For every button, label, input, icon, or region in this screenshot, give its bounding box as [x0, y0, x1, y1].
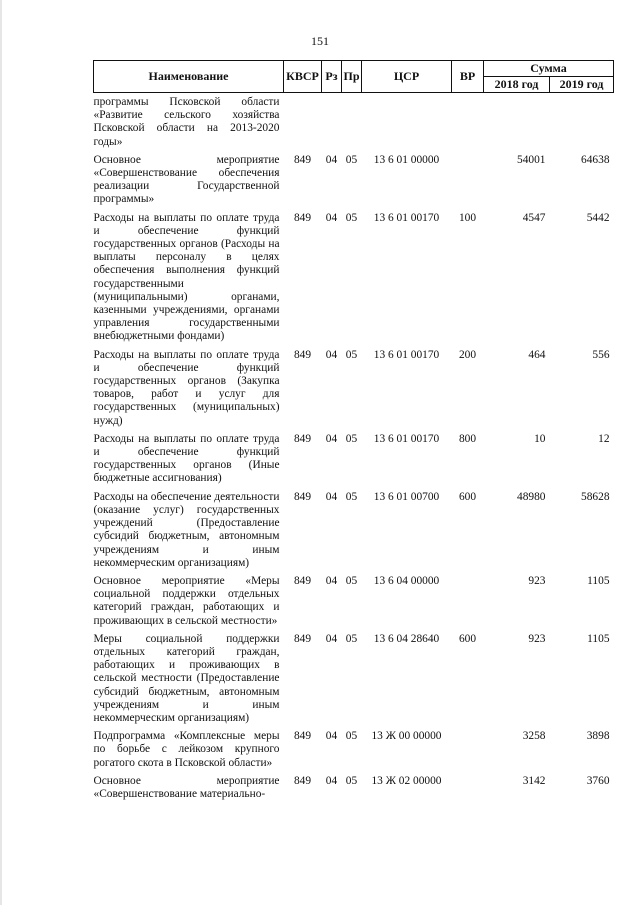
row-sum-2018: 54001	[517, 153, 546, 166]
row-sum-2018: 923	[528, 632, 546, 645]
row-kvsr: 849	[293, 730, 312, 743]
row-pr: 05	[345, 574, 358, 587]
row-rz	[322, 93, 342, 151]
row-kvsr: 849	[293, 774, 312, 787]
row-sum-2019: 3898	[586, 730, 610, 743]
row-name: Основное мероприятие «Меры социальной поддержки отдельных категорий граждан, работающих и проживающих в сельской местности»	[93, 574, 280, 627]
row-sum-2019: 58628	[581, 490, 610, 503]
row-pr: 05	[345, 432, 358, 445]
row-name: Меры социальной поддержки отдельных категорий граждан, работающих и проживающих в сельской местности (Предоставление субсидий бюджетным, автономным учреждениям и иным некоммерческим организациям)	[93, 632, 280, 724]
row-sum-2018: 464	[528, 348, 546, 361]
row-sum-2018	[484, 93, 550, 151]
row-sum-2018: 3142	[522, 774, 546, 787]
table-row	[94, 93, 614, 151]
table-row	[94, 430, 614, 488]
row-sum-2018: 48980	[517, 490, 546, 503]
row-vr: 200	[458, 348, 477, 361]
row-csr: 13 6 01 00170	[373, 432, 440, 445]
row-rz: 04	[325, 348, 338, 361]
row-name: Расходы на обеспечение деятельности (оказание услуг) государственных учреждений (Предоставление субсидий бюджетным, автономным учреждениям и иным некоммерческим организациям)	[93, 490, 280, 569]
row-csr: 13 6 01 00170	[373, 211, 440, 224]
row-name: программы Псковской области «Развитие сельского хозяйства Псковской области на 2013-2020 годы»	[93, 96, 280, 148]
row-vr	[452, 151, 484, 209]
row-sum-2019	[550, 93, 614, 151]
header-pr: Пр	[342, 61, 362, 93]
row-sum-2019: 5442	[586, 211, 610, 224]
row-vr: 600	[458, 632, 477, 645]
row-name: Расходы на выплаты по оплате труда и обеспечение функций государственных органов (Закупка товаров, работ и услуг для государственных (муниципальных) нужд)	[93, 348, 280, 427]
row-kvsr: 849	[293, 348, 312, 361]
row-sum-2019: 12	[598, 432, 610, 445]
row-csr: 13 6 04 28640	[373, 632, 440, 645]
row-sum-2018: 4547	[522, 211, 546, 224]
row-vr	[452, 772, 484, 803]
row-pr: 05	[345, 211, 358, 224]
row-sum-2019: 1105	[587, 574, 610, 587]
row-pr: 05	[345, 774, 358, 787]
row-rz: 04	[325, 153, 338, 166]
row-vr	[452, 727, 484, 772]
row-vr	[452, 93, 484, 151]
row-name: Основное мероприятие «Совершенствование материально-	[93, 774, 280, 800]
row-rz: 04	[325, 632, 338, 645]
row-sum-2019: 3760	[586, 774, 610, 787]
row-csr: 13 Ж 00 00000	[371, 730, 442, 743]
row-name: Расходы на выплаты по оплате труда и обеспечение функций государственных органов (Иные бюджетные ассигнования)	[93, 432, 280, 485]
table-row	[94, 572, 614, 630]
header-year-2019: 2019 год	[550, 77, 614, 93]
table-row	[94, 488, 614, 572]
row-kvsr: 849	[293, 632, 312, 645]
row-kvsr: 849	[293, 574, 312, 587]
row-kvsr: 849	[293, 490, 312, 503]
row-csr: 13 6 04 00000	[373, 574, 440, 587]
table-row	[94, 727, 614, 772]
row-vr: 600	[458, 490, 477, 503]
header-kvsr: КВСР	[284, 61, 322, 93]
row-kvsr: 849	[293, 432, 312, 445]
row-csr: 13 6 01 00700	[373, 490, 440, 503]
row-name: Расходы на выплаты по оплате труда и обеспечение функций государственных органов (Расходы на выплаты персоналу в целях обеспечения выполнения функций государственными (муниципальными) органами, казенными учреждениями, органами управления государственными внебюджетными фондами)	[93, 211, 280, 343]
row-kvsr: 849	[293, 211, 312, 224]
row-vr: 800	[458, 432, 477, 445]
header-sum: Сумма	[484, 61, 614, 77]
row-pr: 05	[345, 348, 358, 361]
row-rz: 04	[325, 432, 338, 445]
row-pr	[342, 93, 362, 151]
header-rz: Рз	[322, 61, 342, 93]
page-number: 151	[311, 34, 329, 48]
row-rz: 04	[325, 774, 338, 787]
row-kvsr	[284, 93, 322, 151]
row-rz: 04	[325, 574, 338, 587]
table-row	[94, 772, 614, 803]
table-row	[94, 151, 614, 209]
header-vr: ВР	[452, 61, 484, 93]
row-pr: 05	[345, 730, 358, 743]
row-sum-2019: 556	[592, 348, 610, 361]
header-name: Наименование	[94, 61, 284, 93]
table-row	[94, 630, 614, 727]
row-name: Основное мероприятие «Совершенствование обеспечения реализации Государственной программы»	[93, 153, 280, 206]
row-vr	[452, 572, 484, 630]
row-rz: 04	[325, 730, 338, 743]
header-year-2018: 2018 год	[484, 77, 550, 93]
budget-table	[93, 60, 614, 803]
row-csr	[362, 93, 452, 151]
row-sum-2019: 1105	[587, 632, 610, 645]
row-name: Подпрограмма «Комплексные меры по борьбе с лейкозом крупного рогатого скота в Псковской области»	[93, 730, 280, 769]
row-csr: 13 6 01 00170	[373, 348, 440, 361]
table-row	[94, 346, 614, 430]
row-sum-2018: 923	[528, 574, 546, 587]
row-pr: 05	[345, 632, 358, 645]
row-pr: 05	[345, 153, 358, 166]
scan-left-edge	[0, 0, 2, 905]
row-vr: 100	[458, 211, 477, 224]
row-rz: 04	[325, 490, 338, 503]
row-pr: 05	[345, 490, 358, 503]
row-rz: 04	[325, 211, 338, 224]
row-csr: 13 6 01 00000	[373, 153, 440, 166]
row-kvsr: 849	[293, 153, 312, 166]
row-csr: 13 Ж 02 00000	[371, 774, 442, 787]
table-row	[94, 209, 614, 346]
header-csr: ЦСР	[362, 61, 452, 93]
row-sum-2018: 3258	[522, 730, 546, 743]
row-sum-2019: 64638	[581, 153, 610, 166]
row-sum-2018: 10	[534, 432, 546, 445]
